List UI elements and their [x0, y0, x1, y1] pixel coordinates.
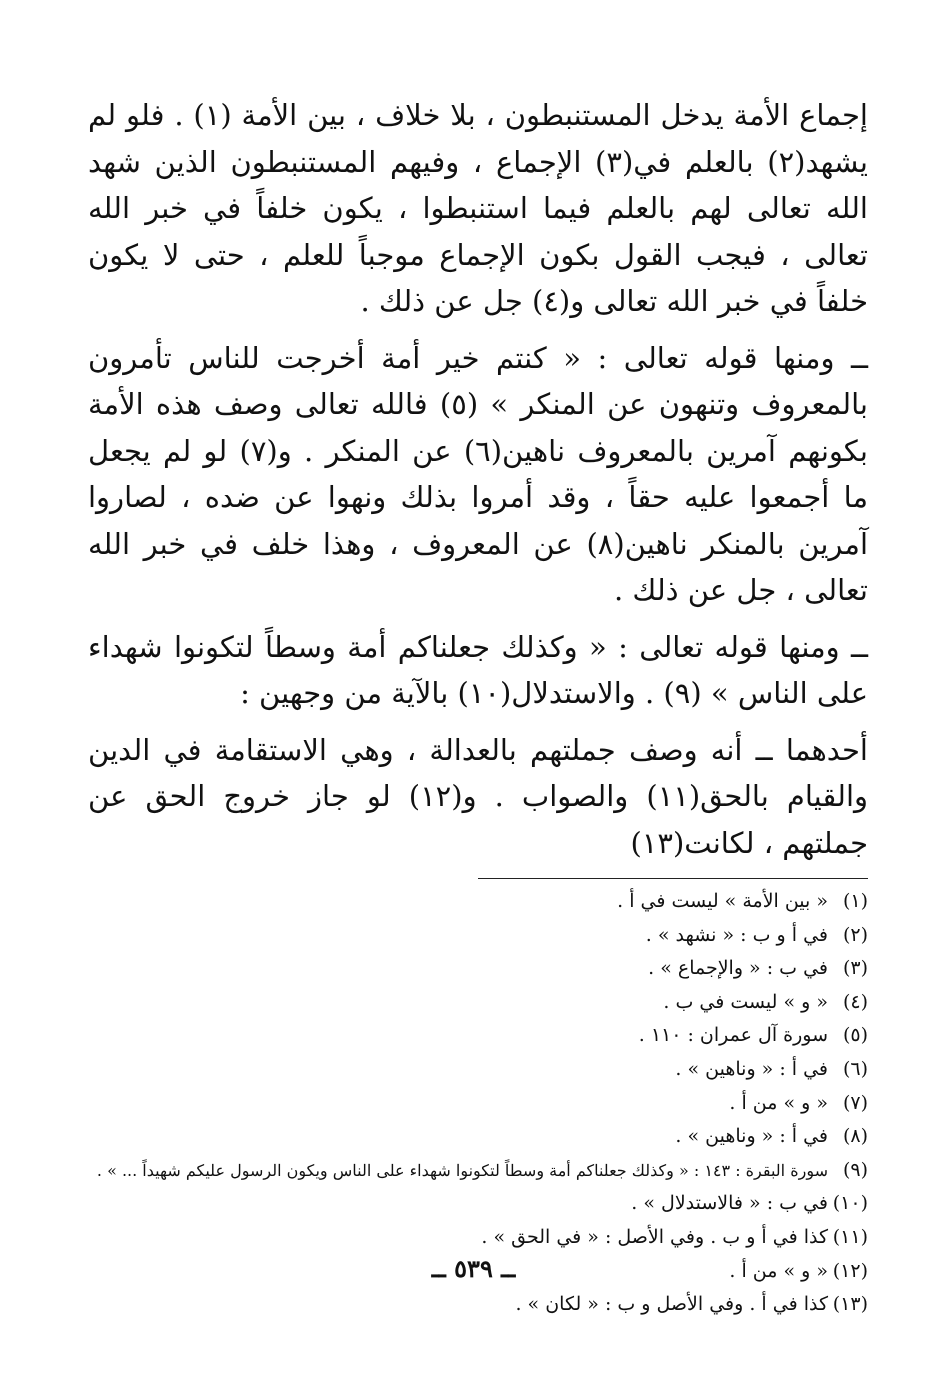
paragraph-2: ــ ومنها قوله تعالى : « كنتم خير أمة أخرجت للناس تأمرون بالمعروف وتنهون عن المنكر » (٥) فالله تعالى وصف هذه الأمة بكونهم آمرين بالمعروف ناهين(٦) عن المنكر . و(٧) لو لم يجعل ما أجمعوا عليه حقاً ، وقد أمروا بذلك ونهوا عن ضده ، لصاروا آمرين بالمنكر ناهين(٨) عن المعروف ، وهذا خلف في خبر الله تعالى ، جل عن ذلك . [88, 340, 869, 607]
footnote-text: سورة آل عمران : ١١٠ . [638, 1024, 828, 1047]
footnote-item [88, 986, 868, 1020]
paragraph-3: ــ ومنها قوله تعالى : « وكذلك جعلناكم أمة وسطاً لتكونوا شهداء على الناس » (٩) . والاستدلال(١٠) بالآية من وجهين : [88, 629, 868, 710]
footnote-item [88, 1120, 868, 1154]
footnote-item [88, 1288, 868, 1322]
footnote-number: (٤) [842, 990, 868, 1013]
footnote-number: (٣) [842, 957, 868, 980]
footnote-number: (١٠) [832, 1192, 868, 1215]
footnote-item [88, 885, 868, 919]
footnote-number: (٧) [842, 1091, 868, 1114]
footnote-item [88, 1019, 868, 1053]
footnote-number: (١١) [832, 1225, 868, 1248]
footnote-text: سورة البقرة : ١٤٣ : « وكذلك جعلناكم أمة وسطاً لتكونوا شهداء على الناس ويكون الرسول عليكم شهيداً ... » . [96, 1160, 828, 1180]
footnote-item [88, 1221, 868, 1255]
page-number: ــ ٥٣٩ ــ [431, 1254, 516, 1283]
footnote-number: (٥) [842, 1024, 868, 1047]
paragraph-4: أحدهما ــ أنه وصف جملتهم بالعدالة ، وهي الاستقامة في الدين والقيام بالحق(١١) والصواب . و(١٢) لو جاز خروج الحق عن جملتهم ، لكانت(١٣) [88, 732, 869, 860]
footnote-text: كذا في أ و ب . وفي الأصل : « في الحق » . [481, 1225, 828, 1248]
footnote-item [88, 952, 868, 986]
footnote-number: (٢) [842, 923, 868, 946]
footnote-text: في ب : « والإجماع » . [648, 957, 828, 980]
footnote-item [88, 1087, 868, 1121]
footnote-number: (٩) [842, 1158, 868, 1181]
footnote-text: « و » من أ . [729, 1259, 828, 1282]
footnote-text: « و » ليست في ب . [663, 990, 828, 1013]
footnote-item [88, 1187, 868, 1221]
footnote-number: (١) [842, 890, 868, 912]
footnote-divider [478, 878, 868, 879]
footnote-text: « بين الأمة » ليست في أ . [617, 890, 828, 912]
footnote-text: كذا في أ . وفي الأصل و ب : « لكان » . [515, 1293, 828, 1316]
footnote-text: في ب : « فالاستدلال » . [631, 1192, 828, 1215]
footnote-number: (٦) [842, 1057, 868, 1080]
footnote-text: في أ : « وناهين » . [675, 1125, 828, 1148]
page-body [88, 92, 868, 1322]
footnote-item [88, 1053, 868, 1087]
footnote-text: في أ : « وناهين » . [675, 1057, 828, 1080]
footnote-item [88, 919, 868, 953]
footnote-item [88, 1154, 868, 1188]
footnote-text: في أ و ب : « نشهد » . [645, 923, 828, 946]
paragraph-1: إجماع الأمة يدخل المستنبطون ، بلا خلاف ، بين الأمة (١) . فلو لم يشهد(٢) بالعلم في(٣) الإجماع ، وفيهم المستنبطون الذين شهد الله تعالى لهم بالعلم فيما استنبطوا ، يكون خلفاً في خبر الله تعالى ، فيجب القول بكون الإجماع موجباً للعلم ، حتى لا يكون خلفاً في خبر الله تعالى و(٤) جل عن ذلك . [88, 98, 868, 318]
footnote-number: (١٣) [832, 1293, 868, 1316]
footnote-number: (٨) [842, 1125, 868, 1148]
footnote-number: (١٢) [832, 1259, 868, 1282]
footnote-text: « و » من أ . [729, 1091, 828, 1114]
